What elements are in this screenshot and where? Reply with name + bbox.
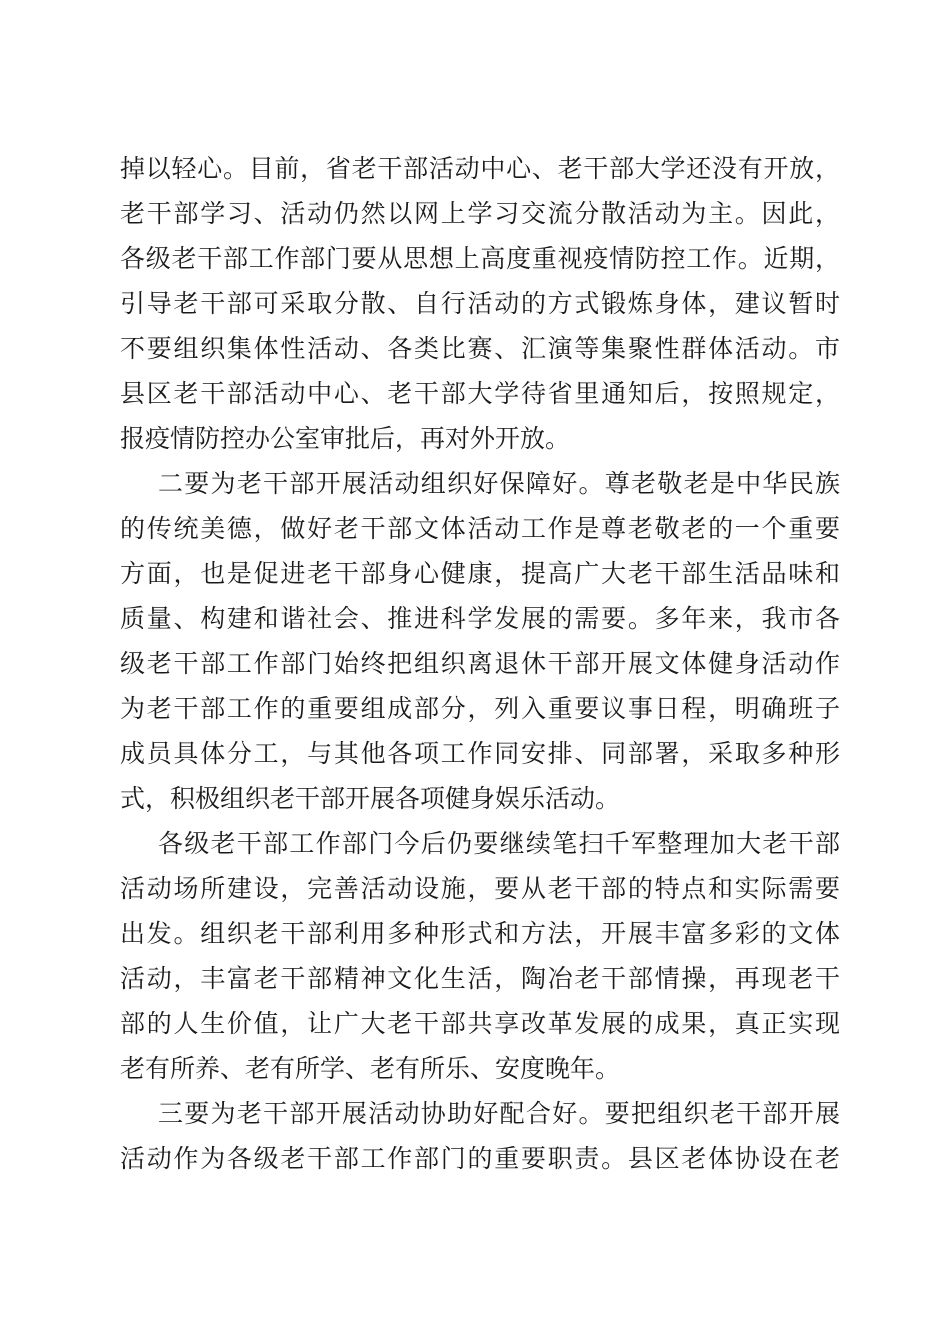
text-line: 不要组织集体性活动、各类比赛、汇演等集聚性群体活动。市 xyxy=(120,334,840,363)
paragraph-facilities xyxy=(120,821,840,1091)
text-line: 式，积极组织老干部开展各项健身娱乐活动。 xyxy=(120,784,621,813)
paragraph-second-requirement xyxy=(120,461,840,821)
text-line: 的传统美德，做好老干部文体活动工作是尊老敬老的一个重要 xyxy=(120,514,840,543)
text-line: 县区老干部活动中心、老干部大学待省里通知后，按照规定， xyxy=(120,379,840,408)
text-line: 出发。组织老干部利用多种形式和方法，开展丰富多彩的文体 xyxy=(120,919,840,948)
paragraph-epidemic-control xyxy=(120,146,840,461)
text-line: 掉以轻心。目前，省老干部活动中心、老干部大学还没有开放， xyxy=(120,154,840,183)
paragraph-third-requirement xyxy=(120,1091,840,1181)
text-line: 成员具体分工，与其他各项工作同安排、同部署，采取多种形 xyxy=(120,739,840,768)
text-line: 老有所养、老有所学、老有所乐、安度晚年。 xyxy=(120,1054,621,1083)
text-line: 引导老干部可采取分散、自行活动的方式锻炼身体，建议暂时 xyxy=(120,289,840,318)
text-line: 为老干部工作的重要组成部分，列入重要议事日程，明确班子 xyxy=(120,694,840,723)
text-line: 二要为老干部开展活动组织好保障好。尊老敬老是中华民族 xyxy=(158,469,840,498)
text-line: 报疫情防控办公室审批后，再对外开放。 xyxy=(120,424,571,453)
text-line: 老干部学习、活动仍然以网上学习交流分散活动为主。因此， xyxy=(120,199,840,228)
text-line: 方面，也是促进老干部身心健康，提高广大老干部生活品味和 xyxy=(120,559,840,588)
text-line: 部的人生价值，让广大老干部共享改革发展的成果，真正实现 xyxy=(120,1009,840,1038)
text-line: 质量、构建和谐社会、推进科学发展的需要。多年来，我市各 xyxy=(120,604,840,633)
text-line: 活动，丰富老干部精神文化生活，陶冶老干部情操，再现老干 xyxy=(120,964,840,993)
text-line: 三要为老干部开展活动协助好配合好。要把组织老干部开展 xyxy=(158,1099,840,1128)
text-line: 活动作为各级老干部工作部门的重要职责。县区老体协设在老 xyxy=(120,1144,840,1173)
text-line: 活动场所建设，完善活动设施，要从老干部的特点和实际需要 xyxy=(120,874,840,903)
text-line: 级老干部工作部门始终把组织离退休干部开展文体健身活动作 xyxy=(120,649,840,678)
text-line: 各级老干部工作部门今后仍要继续笔扫千军整理加大老干部 xyxy=(158,829,840,858)
text-line: 各级老干部工作部门要从思想上高度重视疫情防控工作。近期， xyxy=(120,244,840,273)
body-text xyxy=(120,146,840,1181)
